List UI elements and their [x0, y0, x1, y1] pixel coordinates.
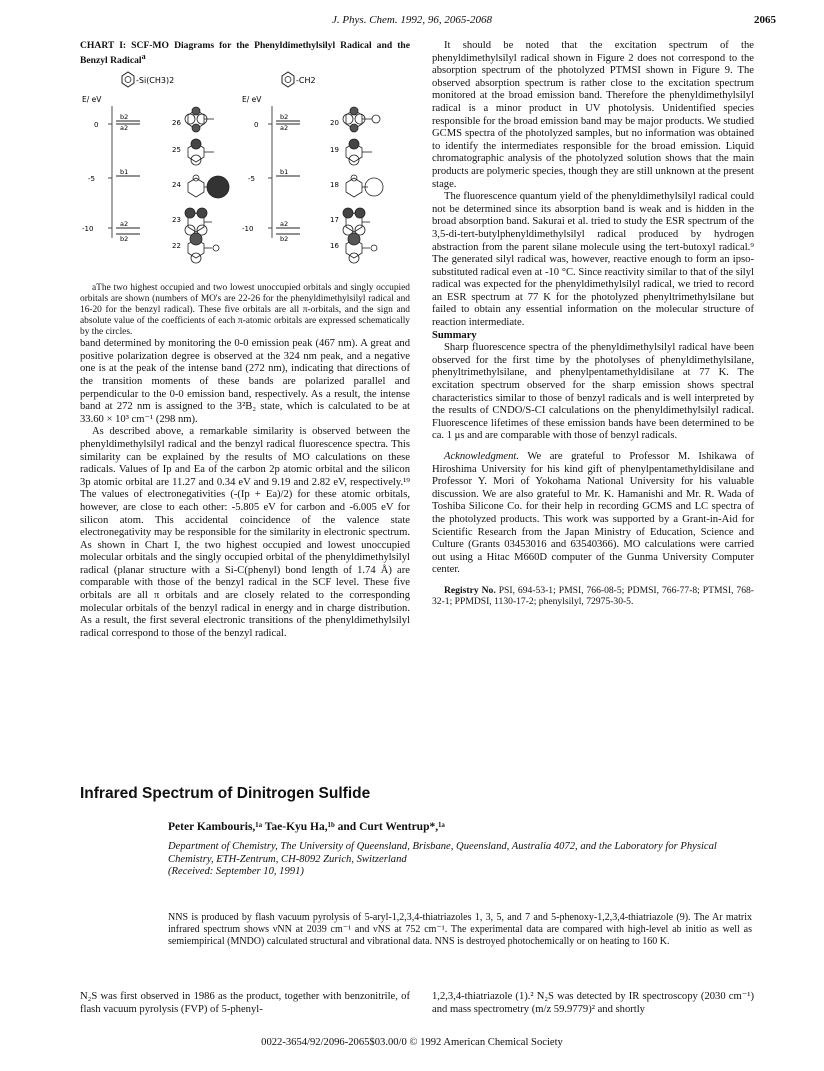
acknowledgment-paragraph [432, 451, 754, 577]
journal-citation: J. Phys. Chem. 1992, 96, 2065-2068 [331, 14, 493, 26]
left-orbital-number: 25 [172, 146, 181, 155]
right-level-19: a2 [280, 124, 289, 133]
right-paragraph-2: The fluorescence quantum yield of the phenyldimethylsilyl radical could not be determined since its absorption band is weak and is hidden in the broad absorption band. Sakurai et al. tried to study the ESR spectrum of the 3,5-di-tert-butylphenyldimethylsilyl radical produced by hydrogen abstraction from the parent silane molecule using the tert-butoxyl radical.⁹ The generated silyl radical was, however, reactive enough to form an ipso-substituted radical even at -10 °C. Since reactivity similar to that of the silyl radical was expected for the phenyldimethylsilyl radical, we tried to record an ESR spectrum at 77 K for the photolyzed phenyltrimethylsilane but failed to obtain any essential information on the molecular structure of reaction intermediate. [432, 191, 754, 329]
right-orbital-number: 20 [330, 119, 339, 128]
chart-title: CHART I: SCF-MO Diagrams for the Phenyldimethylsilyl Radical and the Benzyl Radical$^a$ [80, 40, 410, 67]
registry-text: PSI, 694-53-1; PMSI, 766-08-5; PDMSI, 766-77-8; PTMSI, 768-32-1; PPMDSI, 1130-17-2; phenylsilyl, 72975-30-5. [432, 584, 754, 608]
right-mo-19-drawing [346, 139, 372, 165]
left-tick-5: -5 [88, 175, 95, 184]
left-level-25: a2 [120, 124, 129, 133]
registry-label: Registry No. [444, 584, 496, 596]
left-paragraph-1: band determined by monitoring the 0-0 emission peak (467 nm). A great and positive polarization degree is observed at the 324 nm peak, and a negative one is at the peak of the intense band (272 nm), indicating that directions of the transition moments of these bands are polarized parallel and perpendicular to the 0-0 emission band, respectively. As a result, the intense band at 272 nm is assigned to the 3²B₂ state, which is calculated to be at 33.60 × 10³ cm⁻¹ (298 nm). [80, 338, 410, 425]
left-level-23: a2 [120, 220, 129, 229]
left-orbital-number: 24 [172, 181, 181, 190]
registry-paragraph [432, 585, 754, 608]
left-orbital-number: 23 [172, 216, 181, 225]
left-orbital-number: 22 [172, 242, 181, 251]
left-orbital-number: 26 [172, 119, 181, 128]
article-body-left: N₂S was first observed in 1986 as the product, together with benzonitrile, of flash vacuum pyrolysis (FVP) of 5-phenyl- [80, 991, 410, 1015]
summary-heading: Summary [432, 329, 477, 341]
phenyl-silyl-structure-icon [122, 72, 174, 87]
mo-diagram [80, 68, 410, 283]
page-number: 2065 [754, 14, 776, 26]
right-level-20: b2 [280, 113, 289, 122]
right-mo-16-drawing [346, 233, 377, 263]
page-header [0, 14, 824, 28]
right-structure-label: -CH2 [296, 76, 316, 86]
right-level-16: b2 [280, 235, 289, 244]
left-level-26: b2 [120, 113, 129, 122]
left-axis-label: E/ eV [82, 95, 102, 105]
page-footer: 0022-3654/92/2096-2065$03.00/0 © 1992 American Chemical Society [261, 1037, 563, 1048]
article-abstract: NNS is produced by flash vacuum pyrolysis of 5-aryl-1,2,3,4-thiatriazoles 1, 3, 5, and 7 and 5-phenoxy-1,2,3,4-thiatriazole (9). The Ar matrix infrared spectrum shows νNN at 2039 cm⁻¹ and νNS at 752 cm⁻¹. The experimental data are compared with high-level ab initio as well as semiempirical (MNDO) calculated structural and vibrational data. NNS is destroyed photochemically or on heating to 160 K. [168, 912, 752, 947]
right-orbital-number: 16 [330, 242, 339, 251]
right-orbital-number: 19 [330, 146, 339, 155]
article-authors: Peter Kambouris,¹ᵃ Tae-Kyu Ha,¹ᵇ and Curt Wentrup*,¹ᵃ [168, 821, 445, 833]
right-tick-5: -5 [248, 175, 255, 184]
left-level-22: b2 [120, 235, 129, 244]
right-paragraph-1: It should be noted that the excitation spectrum of the phenyldimethylsilyl radical shown in Figure 2 does not correspond to the absorption spectrum of the photolyzed PTMSI shown in Figure 9. The observed absorption spectrum is rather close to the excitation spectrum monitored at the broad emission band. Therefore the phenyldimethylsilyl radical is a minor product in UV photolysis. Unidentified species responsible for the broad emission band may be major products. We studied GCMS spectra of the photolyzed samples, but no information was obtained to identify the intermediates responsible for the broad emission. Liquid chromatographic analysis of the photolyzed solution shows that the main products are polymeric species, though they are still unknown at the present stage. [432, 40, 754, 190]
left-mo-23-drawing [185, 208, 212, 235]
right-orbital-number: 17 [330, 216, 339, 225]
benzyl-structure-icon [282, 72, 316, 87]
left-structure-label: -Si(CH3)2 [136, 76, 175, 86]
article-title: Infrared Spectrum of Dinitrogen Sulfide [80, 785, 371, 802]
left-tick-0: 0 [94, 121, 99, 130]
affiliation-text: Department of Chemistry, The University of Queensland, Brisbane, Queensland, Australia 4072, and the Laboratory for Physical Chemistry, ETH-Zentrum, CH-8092 Zurich, Switzerland [168, 841, 717, 865]
right-tick-0: 0 [254, 121, 259, 130]
right-level-17: a2 [280, 220, 289, 229]
article-affiliation [168, 841, 758, 879]
right-level-18: b1 [280, 168, 289, 177]
acknowledgment-text: We are grateful to Professor M. Ishikawa of Hiroshima University for his kind gift of phenylpentamethyldisilane and Professor Y. Mori of Yokohama National University for his valuable discussion. We are also grateful to Mr. K. Hamanishi and Mr. R. Wada of Toshiba Silicone Co. for their help in recording GCMS and LC spectra of the photolyzed products. This work was supported by a Grant-in-Aid for Scientific Research from the Japan Ministry of Education, Science and Culture (Grants 03453016 and 63540366). MO calculations were carried out using a Hitac M660D computer of the Gunma University Computer center. [432, 451, 754, 576]
left-tick-10: -10 [82, 225, 94, 234]
left-level-24: b1 [120, 168, 129, 177]
right-tick-10: -10 [242, 225, 254, 234]
right-column [432, 40, 754, 608]
received-date: (Received: September 10, 1991) [168, 866, 304, 878]
left-mo-25-drawing [188, 139, 214, 165]
left-mo-24-drawing [188, 175, 229, 198]
summary-paragraph: Sharp fluorescence spectra of the phenyldimethylsilyl radical have been observed for the first time by the photolyses of phenyldimethylsilane, phenyltrimethylsilane, and phenylpentamethyldisilane at 77 K. The excitation spectrum observed for the sharp emission shows spectral characteristics similar to those of benzyl radicals and is well interpreted by the results of CNDO/S-CI calculations on the phenyldimethylsilyl radical. Fluorescence lifetimes of these emission bands have been determined to be ca. 1 μs and are comparable with those of benzyl radicals. [432, 342, 754, 442]
right-orbital-number: 18 [330, 181, 339, 190]
article-body-right: 1,2,3,4-thiatriazole (1).² N₂S was detected by IR spectroscopy (2030 cm⁻¹) and mass spectrometry (m/z 59.9779)² and shortly [432, 991, 754, 1015]
left-paragraph-2: As described above, a remarkable similarity is observed between the phenyldimethylsilyl radical and the benzyl radical fluorescence spectra. This similarity can be explained by the results of MO calculations on these radicals. Values of Ip and Ea of the carbon 2p atomic orbital and the silicon 3p atomic orbital are 11.27 and 0.34 eV and 9.19 and 2.82 eV, respectively.¹⁹ The values of electronegativities (-(Ip + Ea)/2) for these atomic orbitals, however, are close to each other: -5.805 eV for carbon and -6.005 eV for silicon atom. This accidental coincidence of the valence state electronegativity may be responsible for the similarity in electronic spectrum. As shown in Chart I, the two highest occupied and lowest unoccupied molecular orbitals and the singly occupied orbital of the phenyldimethylsilyl radical (planar structure with a Si-C(phenyl) bond length of 1.74 Å) are comparable with those of the benzyl radical in the SCF level. These five orbitals are all π orbitals and are closely related to the corresponding molecular orbitals of the benzyl radical in energy and in charge distribution. As a result, the first several electronic transitions of the phenyldimethylsilyl radical correspond to those of the benzyl radical. [80, 426, 410, 639]
chart-footnote: aThe two highest occupied and two lowest unoccupied orbitals and singly occupied orbitals are shown (numbers of MO's are 22-26 for the phenyldimethylsilyl radical and 16-20 for the benzyl radical). These five orbitals are all π-orbitals, and the sign and absolute value of the coefficients of each π-atomic orbitals are expressed schematically by the circles. [80, 283, 410, 338]
right-mo-20-drawing [343, 107, 380, 132]
acknowledgment-label: Acknowledgment. [444, 451, 520, 462]
left-mo-22-drawing [188, 233, 219, 263]
right-mo-17-drawing [343, 208, 370, 235]
right-axis-label: E/ eV [242, 95, 262, 105]
right-mo-18-drawing [346, 175, 383, 197]
left-mo-26-drawing [185, 107, 214, 132]
mo-diagram-figure [80, 68, 410, 283]
left-column [80, 40, 410, 640]
